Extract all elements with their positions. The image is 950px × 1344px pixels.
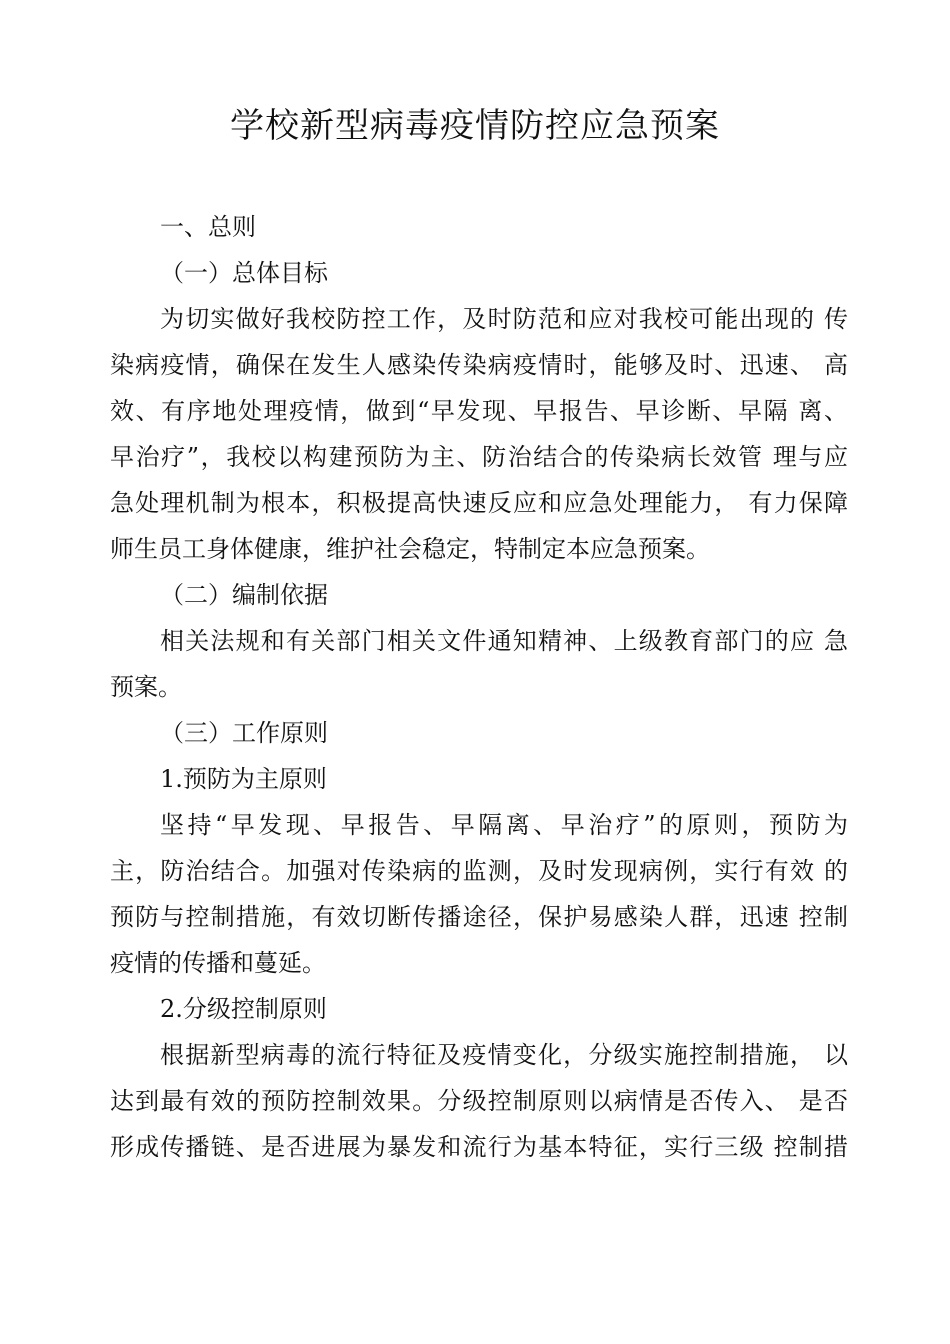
section-heading: 一、总则 — [160, 213, 256, 241]
paragraph-line: 预防与控制措施，有效切断传播途径，保护易感染人群，迅速 控制 — [110, 903, 848, 931]
paragraph-line: 达到最有效的预防控制效果。分级控制原则以病情是否传入、 是否 — [110, 1087, 848, 1115]
paragraph-line: 坚持“早发现、早报告、早隔离、早治疗”的原则，预防为 — [160, 811, 848, 839]
paragraph-line: 预案。 — [110, 673, 182, 701]
paragraph-line: 染病疫情，确保在发生人感染传染病疫情时，能够及时、迅速、 高 — [110, 351, 848, 379]
principle-heading: 2.分级控制原则 — [160, 995, 327, 1023]
paragraph-line: 疫情的传播和蔓延。 — [110, 949, 326, 977]
paragraph-line: 为切实做好我校防控工作，及时防范和应对我校可能出现的 传 — [160, 305, 848, 333]
principle-heading: 1.预防为主原则 — [160, 765, 327, 793]
paragraph-line: 根据新型病毒的流行特征及疫情变化，分级实施控制措施， 以 — [160, 1041, 848, 1069]
subsection-heading: （三）工作原则 — [160, 719, 328, 747]
paragraph-line: 急处理机制为根本，积极提高快速反应和应急处理能力， 有力保障 — [110, 489, 848, 517]
paragraph-line: 形成传播链、是否进展为暴发和流行为基本特征，实行三级 控制措 — [110, 1133, 848, 1161]
subsection-heading: （二）编制依据 — [160, 581, 328, 609]
subsection-heading: （一）总体目标 — [160, 259, 328, 287]
paragraph-line: 效、有序地处理疫情，做到“早发现、早报告、早诊断、早隔 离、 — [110, 397, 848, 425]
paragraph-line: 师生员工身体健康，维护社会稳定，特制定本应急预案。 — [110, 535, 710, 563]
document-title: 学校新型病毒疫情防控应急预案 — [230, 106, 720, 146]
paragraph-line: 早治疗”，我校以构建预防为主、防治结合的传染病长效管 理与应 — [110, 443, 848, 471]
document-body — [110, 204, 848, 1170]
paragraph-line: 相关法规和有关部门相关文件通知精神、上级教育部门的应 急 — [160, 627, 848, 655]
paragraph-line: 主，防治结合。加强对传染病的监测，及时发现病例，实行有效 的 — [110, 857, 848, 885]
